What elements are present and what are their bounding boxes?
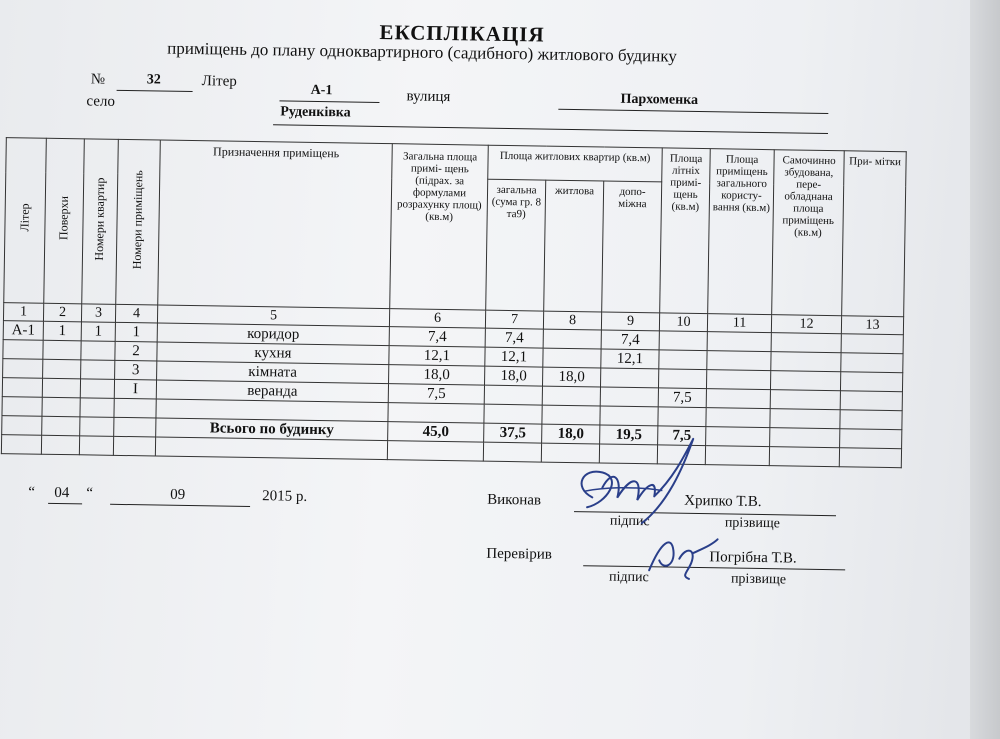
cell-living-total: 18,0 (485, 366, 543, 386)
page-edge (970, 0, 1000, 739)
date-month: 09 (170, 486, 186, 503)
column-number: 8 (543, 311, 601, 330)
cell-common (707, 370, 771, 390)
cell-apt (81, 341, 115, 361)
header-notes: При- мітки (842, 151, 907, 317)
cell-summer (659, 331, 707, 351)
cell-living: 18,0 (543, 367, 601, 387)
header-room-numbers: Номери приміщень (116, 139, 161, 305)
cell-room: 3 (115, 360, 157, 380)
cell-total: 18,0 (389, 365, 485, 386)
cell-common (707, 351, 771, 371)
village-label: село (86, 93, 116, 110)
checked-surname-caption: прізвище (730, 571, 787, 588)
header-common-area: Площа приміщень загального користу- вання (кв.м) (708, 149, 775, 315)
header-purpose: Призначення приміщень (158, 140, 393, 309)
cell-living (543, 348, 601, 368)
liter-underline (279, 100, 379, 103)
total-aux: 19,5 (600, 425, 658, 445)
street-value: Пархоменка (620, 91, 699, 108)
total-area: 45,0 (388, 422, 484, 443)
cell-living-total (484, 385, 542, 405)
cell-liter (3, 359, 43, 379)
cell-aux: 7,4 (601, 330, 659, 350)
cell-total: 12,1 (389, 346, 485, 367)
cell-common (707, 332, 771, 352)
cell-purpose: веранда (156, 380, 388, 403)
cell-summer (659, 369, 707, 389)
header-living-total: загальна (сума гр. 8 та9) (486, 179, 546, 311)
number-label: № (90, 71, 106, 88)
cell-liter (2, 378, 42, 398)
cell-liter (3, 340, 43, 360)
cell-room: 1 (115, 322, 157, 342)
column-number: 4 (115, 304, 157, 323)
number-underline (117, 90, 193, 92)
column-number: 13 (841, 316, 903, 335)
cell-purpose: коридор (157, 323, 389, 346)
executed-surname-caption: прізвище (724, 515, 781, 532)
date-quote-open: “ (28, 484, 36, 501)
checked-name: Погрібна Т.В. (709, 549, 797, 567)
header-total-area: Загальна площа примі- щень (підрах. за формулами розрахунку площ) (кв.м) (390, 144, 489, 310)
cell-purpose: кухня (157, 342, 389, 365)
column-number: 6 (389, 309, 485, 329)
header-liter: Літер (4, 138, 47, 304)
cell-summer: 7,5 (658, 388, 706, 408)
cell-apt (80, 379, 114, 399)
cell-notes (841, 353, 903, 373)
column-number: 11 (707, 314, 771, 333)
column-number: 3 (81, 304, 115, 323)
cell-living-total: 12,1 (485, 347, 543, 367)
column-number: 12 (771, 315, 841, 334)
cell-aux: 12,1 (601, 349, 659, 369)
cell-purpose: кімната (157, 361, 389, 384)
column-number: 10 (659, 313, 707, 332)
signature-checked-icon (641, 530, 722, 581)
column-number: 2 (43, 303, 81, 322)
total-summer: 7,5 (658, 426, 706, 446)
cell-total: 7,4 (389, 327, 485, 348)
column-number: 9 (601, 312, 659, 331)
document-title: ЕКСПЛІКАЦІЯ (379, 19, 545, 47)
cell-liter: А-1 (3, 321, 43, 341)
column-number: 1 (3, 303, 43, 322)
cell-notes (841, 334, 903, 354)
cell-notes (840, 391, 902, 411)
cell-room: I (114, 379, 156, 399)
header-summer-area: Площа літніх примі- щень (кв.м) (660, 148, 711, 314)
cell-unauthorized (771, 352, 841, 372)
executed-signature-caption: підпис (609, 513, 650, 530)
village-underline (273, 124, 828, 134)
date-day-underline (48, 503, 82, 505)
liter-value: А-1 (310, 82, 333, 99)
cell-aux (600, 387, 658, 407)
village-value: Руденківка (280, 104, 351, 121)
cell-unauthorized (771, 371, 841, 391)
cell-living (542, 386, 600, 406)
date-year: 2015 р. (262, 488, 308, 505)
checked-label: Перевірив (486, 545, 552, 563)
total-label: Всього по будинку (156, 418, 388, 441)
date-day: 04 (54, 484, 70, 502)
explication-table (1, 137, 907, 468)
cell-summer (659, 350, 707, 370)
cell-floor (42, 378, 80, 398)
document-subtitle: приміщень до плану одноквартирного (садибного) житлового будинку (167, 38, 677, 66)
date-quote-close: “ (86, 485, 94, 502)
cell-total: 7,5 (388, 384, 484, 405)
column-number: 5 (157, 305, 389, 327)
executed-name: Хрипко Т.В. (684, 492, 762, 511)
header-living-aux: допо- міжна (602, 181, 662, 313)
executed-label: Виконав (487, 491, 542, 509)
header-floors: Поверхи (44, 138, 85, 304)
liter-label: Літер (201, 73, 237, 90)
cell-apt: 1 (81, 322, 115, 342)
date-month-underline (110, 504, 250, 507)
header-apt-numbers: Номери квартир (82, 139, 119, 305)
cell-apt (81, 360, 115, 380)
cell-notes (840, 372, 902, 392)
cell-floor (43, 359, 81, 379)
signature-executed-icon (562, 427, 714, 539)
header-living-area-group: Площа житлових квартир (кв.м) (488, 145, 663, 182)
street-underline (558, 109, 828, 114)
street-label: вулиця (406, 88, 451, 106)
header-living-residential: житлова (544, 180, 604, 312)
cell-floor (43, 340, 81, 360)
number-value: 32 (146, 72, 161, 88)
cell-common (706, 389, 770, 409)
header-unauthorized-area: Самочинно збудована, пере- обладнана площа приміщень (кв.м) (772, 150, 845, 316)
cell-living-total: 7,4 (485, 328, 543, 348)
cell-room: 2 (115, 341, 157, 361)
cell-living (543, 329, 601, 349)
cell-aux (600, 368, 658, 388)
total-living: 18,0 (542, 424, 600, 444)
cell-floor: 1 (43, 321, 81, 341)
column-number: 7 (485, 310, 543, 329)
checked-signature-caption: підпис (608, 569, 649, 586)
cell-unauthorized (770, 390, 840, 410)
cell-unauthorized (771, 333, 841, 353)
total-living-total: 37,5 (484, 423, 542, 443)
